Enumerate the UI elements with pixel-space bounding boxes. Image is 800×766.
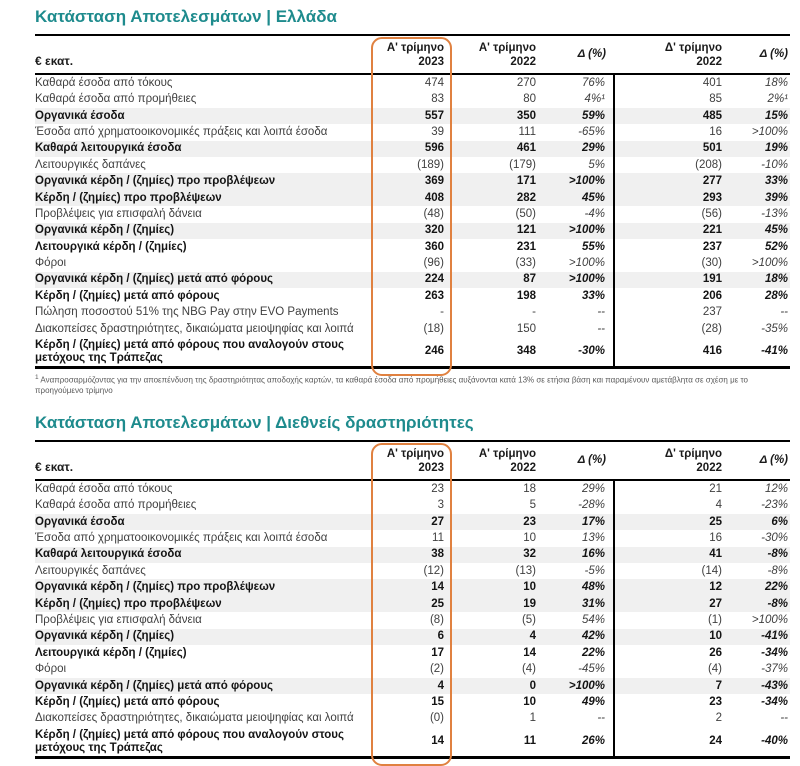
table-row xyxy=(35,108,790,124)
cell-value: -13% xyxy=(761,207,788,220)
cell-value: 2%¹ xyxy=(767,93,788,106)
cell-value: (4) xyxy=(707,663,722,676)
table-row xyxy=(35,727,790,758)
cell-value: (28) xyxy=(701,322,722,335)
section-international xyxy=(35,413,790,759)
cell-value: 22% xyxy=(764,581,788,594)
cell-value: (8) xyxy=(429,614,444,627)
cell-value: -34% xyxy=(761,646,788,659)
row-label: Προβλέψεις για επισφαλή δάνεια xyxy=(35,207,202,220)
table-row xyxy=(35,694,790,710)
income-statement-international-table xyxy=(35,440,790,759)
cell-value: 24 xyxy=(614,727,730,758)
cell-value: -- xyxy=(780,306,788,319)
table-row xyxy=(35,563,790,579)
cell-value: (14) xyxy=(701,564,722,577)
cell-value: 23 xyxy=(523,515,536,528)
cell-value: 12% xyxy=(764,482,788,495)
cell-value: 49% xyxy=(544,694,614,710)
cell-value: 83 xyxy=(431,93,444,106)
row-label: Κέρδη / (ζημίες) μετά από φόρους xyxy=(35,289,220,302)
cell-value: 11 xyxy=(452,727,544,758)
cell-value: 59% xyxy=(544,108,614,124)
cell-value: 5% xyxy=(544,157,614,173)
cell-value: (12) xyxy=(423,564,444,577)
cell-value: 2 xyxy=(715,712,722,725)
cell-value: -35% xyxy=(761,322,788,335)
cell-value: 121 xyxy=(516,224,536,237)
cell-value: 3 xyxy=(437,499,444,512)
row-label: Καθαρά έσοδα από προμήθειες xyxy=(35,93,197,106)
header-row xyxy=(35,35,790,74)
cell-value: >100% xyxy=(544,173,614,189)
cell-value: -43% xyxy=(761,679,788,692)
cell-value: - xyxy=(440,306,444,319)
col-header-q1-2023: Α' τρίμηνο 2023 xyxy=(371,441,452,480)
cell-value: 4%¹ xyxy=(544,91,614,107)
col-header-q1-2022: Α' τρίμηνο 2022 xyxy=(452,441,544,480)
cell-value: 29% xyxy=(544,480,614,497)
row-label: Καθαρά λειτουργικά έσοδα xyxy=(35,142,182,155)
table-row xyxy=(35,530,790,546)
cell-value: >100% xyxy=(544,678,614,694)
cell-value: -5% xyxy=(544,563,614,579)
cell-value: 474 xyxy=(424,76,444,89)
cell-value: 22% xyxy=(544,645,614,661)
cell-value: 26 xyxy=(709,646,722,659)
table-row xyxy=(35,645,790,661)
cell-value: 27 xyxy=(709,597,722,610)
table-row xyxy=(35,514,790,530)
row-label: Φόροι xyxy=(35,663,67,676)
cell-value: 348 xyxy=(452,337,544,368)
cell-value: -28% xyxy=(544,497,614,513)
table-row xyxy=(35,629,790,645)
table-row xyxy=(35,497,790,513)
row-label: Κέρδη / (ζημίες) μετά από φόρους που αναλογούν στους μετόχους της Τράπεζας xyxy=(35,727,371,758)
cell-value: (30) xyxy=(701,257,722,270)
cell-value: 39 xyxy=(431,125,444,138)
row-label: Διακοπείσες δραστηριότητες, δικαιώματα μειοψηφίας και λοιπά xyxy=(35,712,354,725)
cell-value: -- xyxy=(544,304,614,320)
col-header-delta-qoq: Δ (%) xyxy=(730,441,790,480)
row-label: Κέρδη / (ζημίες) μετά από φόρους που αναλογούν στους μετόχους της Τράπεζας xyxy=(35,337,371,368)
footnote-marker: 1 xyxy=(35,374,39,382)
cell-value: 25 xyxy=(431,597,444,610)
table-row xyxy=(35,337,790,368)
cell-value: 38 xyxy=(431,548,444,561)
cell-value: 41 xyxy=(709,548,722,561)
cell-value: 231 xyxy=(516,240,536,253)
cell-value: 237 xyxy=(702,306,722,319)
col-header-q1-2022: Α' τρίμηνο 2022 xyxy=(452,35,544,74)
units-label: € εκατ. xyxy=(35,35,371,74)
cell-value: 21 xyxy=(709,482,722,495)
table-row xyxy=(35,579,790,595)
cell-value: 15 xyxy=(431,695,444,708)
cell-value: 10 xyxy=(709,630,722,643)
cell-value: 557 xyxy=(424,109,444,122)
cell-value: (2) xyxy=(429,663,444,676)
cell-value: 221 xyxy=(702,224,722,237)
col-header-q4-2022: Δ' τρίμηνο 2022 xyxy=(614,35,730,74)
col-header-q4-2022: Δ' τρίμηνο 2022 xyxy=(614,441,730,480)
cell-value: 80 xyxy=(523,93,536,106)
cell-value: 4 xyxy=(715,499,722,512)
table-row xyxy=(35,157,790,173)
table-row xyxy=(35,173,790,189)
cell-value: 27 xyxy=(431,515,444,528)
cell-value: 17% xyxy=(544,514,614,530)
cell-value: 237 xyxy=(702,240,722,253)
cell-value: >100% xyxy=(751,125,788,138)
cell-value: 26% xyxy=(544,727,614,758)
cell-value: 54% xyxy=(544,612,614,628)
cell-value: -10% xyxy=(761,158,788,171)
cell-value: 111 xyxy=(518,125,536,138)
footnote xyxy=(35,373,790,396)
cell-value: -34% xyxy=(761,695,788,708)
row-label: Κέρδη / (ζημίες) προ προβλέψεων xyxy=(35,597,222,610)
row-label: Οργανικά κέρδη / (ζημίες) xyxy=(35,630,175,643)
cell-value: (18) xyxy=(423,322,444,335)
row-label: Φόροι xyxy=(35,257,67,270)
cell-value: 29% xyxy=(544,141,614,157)
cell-value: -8% xyxy=(767,597,788,610)
cell-value: 32 xyxy=(523,548,536,561)
cell-value: 25 xyxy=(709,515,722,528)
cell-value: >100% xyxy=(751,614,788,627)
cell-value: 501 xyxy=(702,142,722,155)
cell-value: 1 xyxy=(529,712,536,725)
row-label: Καθαρά λειτουργικά έσοδα xyxy=(35,548,182,561)
units-label: € εκατ. xyxy=(35,441,371,480)
cell-value: 14 xyxy=(523,646,536,659)
col-header-delta-yoy: Δ (%) xyxy=(544,441,614,480)
cell-value: 31% xyxy=(544,596,614,612)
cell-value: 246 xyxy=(371,337,452,368)
cell-value: 596 xyxy=(424,142,444,155)
row-label: Οργανικά κέρδη / (ζημίες) προ προβλέψεων xyxy=(35,581,276,594)
cell-value: 408 xyxy=(424,191,444,204)
cell-value: 263 xyxy=(424,289,444,302)
footnote-text: Αναπροσαρμόζοντας για την αποεπένδυση της δραστηριότητας αποδοχής καρτών, τα καθαρά έσοδα από προμήθειες αυξάνονται κατά 13% σε ετήσια βάση και παραμένουν αμετάβλητα σε σχέση με το προηγούμενο τρίμηνο xyxy=(35,376,748,396)
cell-value: 13% xyxy=(544,530,614,546)
cell-value: 39% xyxy=(764,191,788,204)
cell-value: 19 xyxy=(523,597,536,610)
table-row xyxy=(35,223,790,239)
cell-value: 18% xyxy=(764,76,788,89)
cell-value: -30% xyxy=(544,337,614,368)
cell-value: 18 xyxy=(523,482,536,495)
cell-value: -- xyxy=(544,711,614,727)
cell-value: -8% xyxy=(767,548,788,561)
cell-value: >100% xyxy=(544,272,614,288)
cell-value: 461 xyxy=(516,142,536,155)
cell-value: 14 xyxy=(371,727,452,758)
cell-value: 16 xyxy=(709,125,722,138)
cell-value: 45% xyxy=(544,190,614,206)
cell-value: 224 xyxy=(424,273,444,286)
cell-value: 28% xyxy=(764,289,788,302)
cell-value: 42% xyxy=(544,629,614,645)
row-label: Πώληση ποσοστού 51% της NBG Pay στην EVO Payments xyxy=(35,306,339,319)
cell-value: 76% xyxy=(544,74,614,91)
row-label: Λειτουργικές δαπάνες xyxy=(35,158,146,171)
cell-value: (179) xyxy=(509,158,536,171)
cell-value: -8% xyxy=(767,564,788,577)
cell-value: -65% xyxy=(544,124,614,140)
income-statement-international-wrap xyxy=(35,440,790,759)
table-row xyxy=(35,480,790,497)
row-label: Έσοδα από χρηματοοικονομικές πράξεις και λοιπά έσοδα xyxy=(35,532,328,545)
cell-value: 10 xyxy=(523,695,536,708)
cell-value: -23% xyxy=(761,499,788,512)
section-title-greece: Κατάσταση Αποτελεσμάτων | Ελλάδα xyxy=(35,7,337,26)
cell-value: 85 xyxy=(709,93,722,106)
cell-value: 6 xyxy=(437,630,444,643)
cell-value: 52% xyxy=(764,240,788,253)
row-label: Λειτουργικά κέρδη / (ζημίες) xyxy=(35,646,187,659)
cell-value: (50) xyxy=(515,207,536,220)
cell-value: (96) xyxy=(423,257,444,270)
cell-value: 360 xyxy=(424,240,444,253)
cell-value: 16% xyxy=(544,547,614,563)
table-row xyxy=(35,711,790,727)
cell-value: 16 xyxy=(709,532,722,545)
cell-value: 6% xyxy=(771,515,788,528)
row-label: Προβλέψεις για επισφαλή δάνεια xyxy=(35,614,202,627)
row-label: Διακοπείσες δραστηριότητες, δικαιώματα μειοψηφίας και λοιπά xyxy=(35,322,354,335)
row-label: Καθαρά έσοδα από τόκους xyxy=(35,482,173,495)
row-label: Λειτουργικές δαπάνες xyxy=(35,564,146,577)
row-label: Λειτουργικά κέρδη / (ζημίες) xyxy=(35,240,187,253)
cell-value: 7 xyxy=(715,679,722,692)
cell-value: 4 xyxy=(529,630,536,643)
cell-value: -40% xyxy=(730,727,790,758)
table-row xyxy=(35,206,790,222)
cell-value: 14 xyxy=(431,581,444,594)
cell-value: 5 xyxy=(529,499,536,512)
cell-value: -45% xyxy=(544,661,614,677)
row-label: Οργανικά έσοδα xyxy=(35,109,125,122)
table-row xyxy=(35,612,790,628)
cell-value: 0 xyxy=(529,679,536,692)
cell-value: (56) xyxy=(701,207,722,220)
header-row xyxy=(35,441,790,480)
row-label: Οργανικά κέρδη / (ζημίες) xyxy=(35,224,175,237)
row-label: Οργανικά έσοδα xyxy=(35,515,125,528)
cell-value: 10 xyxy=(523,581,536,594)
section-title-international: Κατάσταση Αποτελεσμάτων | Διεθνείς δραστηριότητες xyxy=(35,413,474,433)
cell-value: (1) xyxy=(707,614,722,627)
cell-value: 18% xyxy=(764,273,788,286)
cell-value: -41% xyxy=(761,630,788,643)
table-row xyxy=(35,661,790,677)
cell-value: (0) xyxy=(429,712,444,725)
row-label: Κέρδη / (ζημίες) προ προβλέψεων xyxy=(35,191,222,204)
cell-value: >100% xyxy=(544,223,614,239)
cell-value: 369 xyxy=(424,175,444,188)
table-row xyxy=(35,288,790,304)
cell-value: 45% xyxy=(764,224,788,237)
cell-value: >100% xyxy=(544,255,614,271)
cell-value: 33% xyxy=(544,288,614,304)
cell-value: 33% xyxy=(764,175,788,188)
cell-value: 191 xyxy=(702,273,722,286)
income-statement-greece-table xyxy=(35,34,790,369)
cell-value: >100% xyxy=(751,257,788,270)
table-row xyxy=(35,547,790,563)
table-row xyxy=(35,141,790,157)
cell-value: 12 xyxy=(709,581,722,594)
table-row xyxy=(35,304,790,320)
cell-value: (13) xyxy=(515,564,536,577)
cell-value: 55% xyxy=(544,239,614,255)
row-label: Οργανικά κέρδη / (ζημίες) μετά από φόρους xyxy=(35,273,274,286)
cell-value: 48% xyxy=(544,579,614,595)
cell-value: 171 xyxy=(516,175,536,188)
cell-value: -4% xyxy=(544,206,614,222)
table-row xyxy=(35,91,790,107)
row-label: Καθαρά έσοδα από προμήθειες xyxy=(35,499,197,512)
row-label: Έσοδα από χρηματοοικονομικές πράξεις και λοιπά έσοδα xyxy=(35,125,328,138)
cell-value: (5) xyxy=(521,614,536,627)
table-row xyxy=(35,272,790,288)
table-row xyxy=(35,596,790,612)
row-label: Κέρδη / (ζημίες) μετά από φόρους xyxy=(35,695,220,708)
cell-value: 4 xyxy=(437,679,444,692)
cell-value: 23 xyxy=(431,482,444,495)
row-label: Καθαρά έσοδα από τόκους xyxy=(35,76,173,89)
cell-value: 23 xyxy=(709,695,722,708)
cell-value: (4) xyxy=(521,663,536,676)
row-label: Οργανικά κέρδη / (ζημίες) προ προβλέψεων xyxy=(35,175,276,188)
cell-value: 282 xyxy=(516,191,536,204)
cell-value: -- xyxy=(780,712,788,725)
table-row xyxy=(35,74,790,91)
cell-value: 19% xyxy=(764,142,788,155)
cell-value: - xyxy=(532,306,536,319)
section-greece xyxy=(35,7,790,396)
cell-value: 17 xyxy=(431,646,444,659)
cell-value: (208) xyxy=(695,158,722,171)
cell-value: 401 xyxy=(702,76,722,89)
income-statement-greece-wrap xyxy=(35,34,790,369)
table-row xyxy=(35,255,790,271)
cell-value: 198 xyxy=(516,289,536,302)
cell-value: 10 xyxy=(523,532,536,545)
cell-value: -30% xyxy=(761,532,788,545)
col-header-q1-2023: Α' τρίμηνο 2023 xyxy=(371,35,452,74)
cell-value: 11 xyxy=(432,532,444,545)
cell-value: 270 xyxy=(516,76,536,89)
row-label: Οργανικά κέρδη / (ζημίες) μετά από φόρους xyxy=(35,679,274,692)
cell-value: 485 xyxy=(702,109,722,122)
cell-value: 15% xyxy=(764,109,788,122)
col-header-delta-qoq: Δ (%) xyxy=(730,35,790,74)
cell-value: -37% xyxy=(761,663,788,676)
table-row xyxy=(35,678,790,694)
cell-value: 416 xyxy=(614,337,730,368)
cell-value: (48) xyxy=(423,207,444,220)
cell-value: 206 xyxy=(702,289,722,302)
cell-value: 350 xyxy=(516,109,536,122)
table-row xyxy=(35,124,790,140)
cell-value: (189) xyxy=(417,158,444,171)
col-header-delta-yoy: Δ (%) xyxy=(544,35,614,74)
cell-value: -- xyxy=(544,321,614,337)
cell-value: 277 xyxy=(702,175,722,188)
table-row xyxy=(35,321,790,337)
cell-value: 150 xyxy=(516,322,536,335)
cell-value: 293 xyxy=(702,191,722,204)
table-row xyxy=(35,190,790,206)
cell-value: (33) xyxy=(515,257,536,270)
cell-value: 87 xyxy=(523,273,536,286)
cell-value: 320 xyxy=(424,224,444,237)
cell-value: -41% xyxy=(730,337,790,368)
table-row xyxy=(35,239,790,255)
